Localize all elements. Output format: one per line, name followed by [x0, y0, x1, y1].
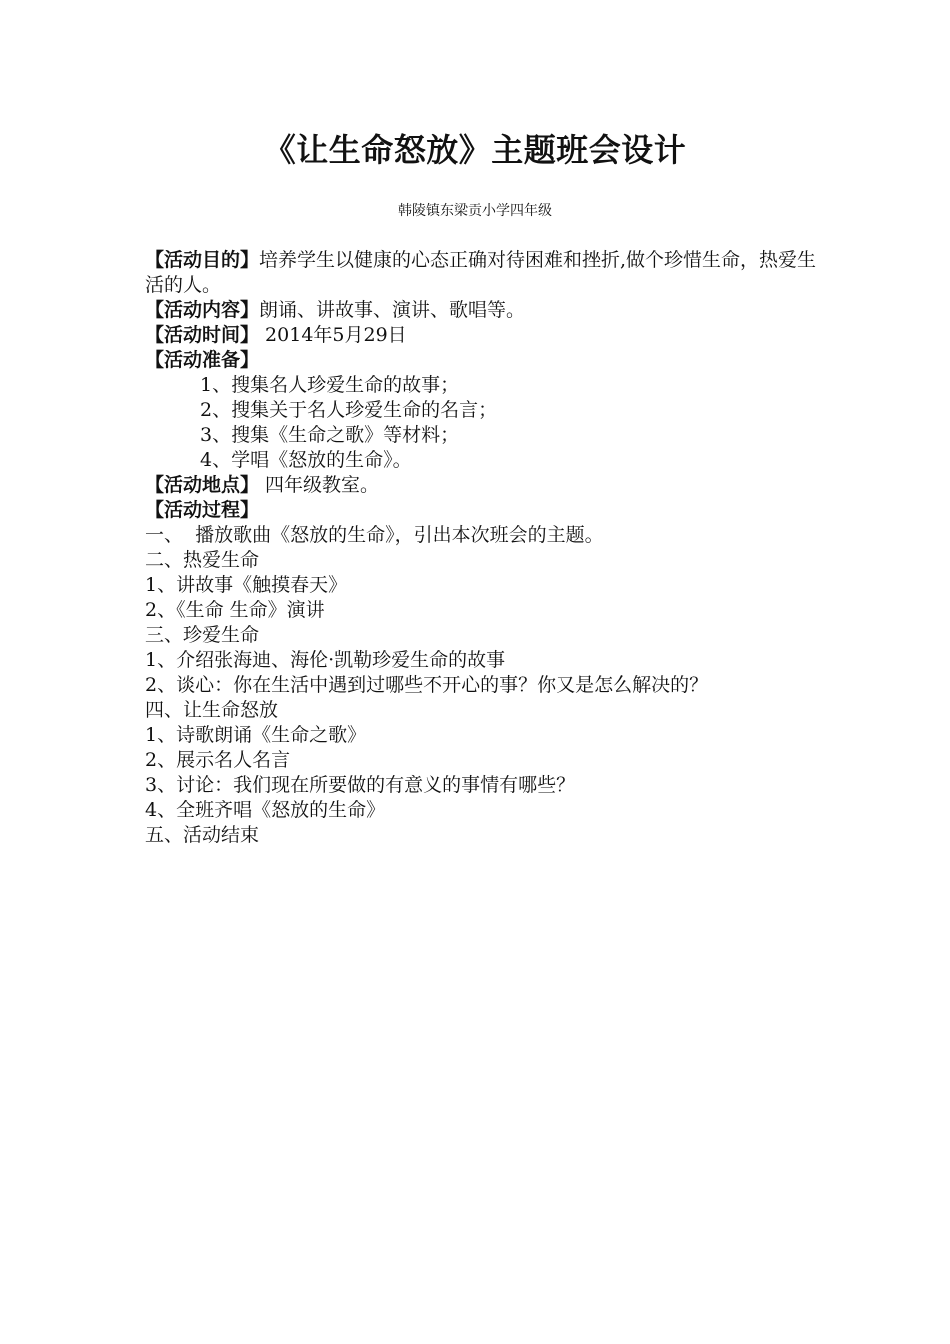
place-text: 四年级教室。	[259, 474, 380, 496]
process-line: 3、讨论：我们现在所要做的有意义的事情有哪些？	[145, 774, 576, 796]
process-line: 一、 播放歌曲《怒放的生命》，引出本次班会的主题。	[145, 524, 604, 546]
document-body	[145, 248, 825, 848]
process-line: 2、《生命 生命》演讲	[145, 599, 325, 621]
process-line: 三、珍爱生命	[145, 624, 260, 646]
time-label: 【活动时间】	[145, 324, 260, 346]
place-paragraph	[145, 473, 825, 498]
prep-label: 【活动准备】	[145, 349, 260, 371]
document-subtitle: 韩陵镇东梁贡小学四年级	[398, 203, 552, 219]
process-line: 四、让生命怒放	[145, 699, 279, 721]
process-line: 1、诗歌朗诵《生命之歌》	[145, 724, 367, 746]
prep-heading	[145, 348, 825, 373]
prep-item: 3、搜集《生命之歌》等材料；	[200, 424, 460, 446]
prep-item: 2、搜集关于名人珍爱生命的名言；	[200, 399, 498, 421]
process-line: 1、讲故事《触摸春天》	[145, 574, 348, 596]
process-label: 【活动过程】	[145, 499, 260, 521]
document-title: 《让生命怒放》主题班会设计	[263, 131, 687, 169]
time-paragraph	[145, 323, 825, 348]
prep-item: 4、学唱《怒放的生命》。	[200, 449, 412, 471]
process-line: 二、热爱生命	[145, 549, 260, 571]
content-text: 朗诵、讲故事、演讲、歌唱等。	[259, 299, 526, 321]
purpose-label: 【活动目的】	[145, 249, 260, 271]
process-heading	[145, 498, 825, 523]
purpose-text: 培养学生以健康的心态正确对待困难和挫折,做个珍惜生命，热爱生活的人。	[145, 249, 817, 296]
content-label: 【活动内容】	[145, 299, 260, 321]
time-text: 2014年5月29日	[259, 324, 407, 346]
place-label: 【活动地点】	[145, 474, 260, 496]
process-line: 2、谈心：你在生活中遇到过哪些不开心的事？你又是怎么解决的？	[145, 674, 709, 696]
process-line: 4、全班齐唱《怒放的生命》	[145, 799, 386, 821]
purpose-paragraph	[145, 248, 825, 298]
process-line: 2、展示名人名言	[145, 749, 291, 771]
prep-item: 1、搜集名人珍爱生命的故事；	[200, 374, 460, 396]
process-line: 五、活动结束	[145, 824, 260, 846]
content-paragraph	[145, 298, 825, 323]
process-line: 1、介绍张海迪、海伦·凯勒珍爱生命的故事	[145, 649, 506, 671]
